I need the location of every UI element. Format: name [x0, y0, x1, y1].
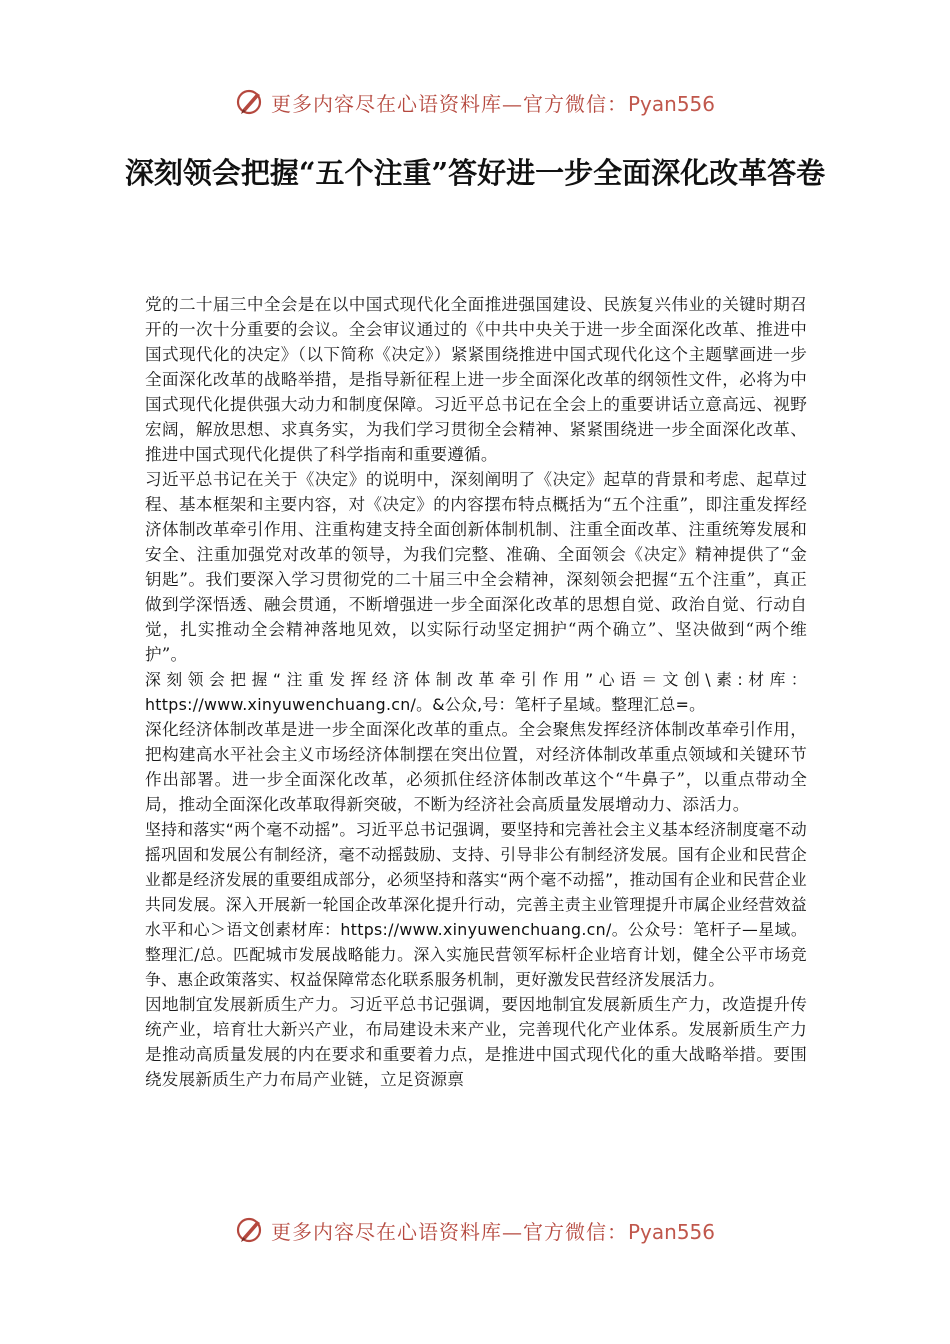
section-heading-economic-reform: 深刻领会把握“注重发挥经济体制改革牵引作用”心语＝文创\素:材库：https://www.xinyuwenchuang.cn/。&公众,号：笔杆子星域。整理汇总=。: [145, 670, 807, 714]
document-body: [145, 292, 807, 1092]
pen-logo-icon: [235, 1215, 265, 1245]
header-banner: [0, 82, 950, 122]
paragraph-new-productivity: 因地制宜发展新质生产力。习近平总书记强调，要因地制宜发展新质生产力，改造提升传统产业，培育壮大新兴产业，布局建设未来产业，完善现代化产业体系。发展新质生产力是推动高质量发展的内在要求和重要着力点，是推进中国式现代化的重大战略举措。要围绕发展新质生产力布局产业链，立足资源禀: [145, 995, 807, 1089]
document-title: 深刻领会把握“五个注重”答好进一步全面深化改革答卷: [124, 156, 826, 190]
paragraph-economic-reform: 深化经济体制改革是进一步全面深化改革的重点。全会聚焦发挥经济体制改革牵引作用，把构建高水平社会主义市场经济体制摆在突出位置，对经济体制改革重点领域和关键环节作出部署。进一步全面深化改革，必须抓住经济体制改革这个“牛鼻子”，以重点带动全局，推动全面深化改革取得新突破，不断为经济社会高质量发展增动力、添活力。: [145, 720, 807, 814]
banner-text: 更多内容尽在心语资料库—官方微信：Pyan556: [270, 91, 715, 116]
footer-banner: [0, 1210, 950, 1250]
pen-logo-icon: [235, 87, 265, 117]
banner-text: 更多内容尽在心语资料库—官方微信：Pyan556: [270, 1219, 715, 1244]
paragraph-five-focuses: 习近平总书记在关于《决定》的说明中，深刻阐明了《决定》起草的背景和考虑、起草过程、基本框架和主要内容，对《决定》的内容摆布特点概括为“五个注重”，即注重发挥经济体制改革牵引作用、注重构建支持全面创新体制机制、注重全面改革、注重统筹发展和安全、注重加强党对改革的领导，为我们完整、准确、全面领会《决定》精神提供了“金钥匙”。我们要深入学习贯彻党的二十届三中全会精神，深刻领会把握“五个注重”，真正做到学深悟透、融会贯通，不断增强进一步全面深化改革的思想自觉、政治自觉、行动自觉，扎实推动全会精神落地见效，以实际行动坚定拥护“两个确立”、坚决做到“两个维护”。: [145, 470, 807, 664]
paragraph-intro: 党的二十届三中全会是在以中国式现代化全面推进强国建设、民族复兴伟业的关键时期召开的一次十分重要的会议。全会审议通过的《中共中央关于进一步全面深化改革、推进中国式现代化的决定》（以下简称《决定》）紧紧围绕推进中国式现代化这个主题擘画进一步全面深化改革的战略举措，是指导新征程上进一步全面深化改革的纲领性文件，必将为中国式现代化提供强大动力和制度保障。习近平总书记在全会上的重要讲话立意高远、视野宏阔，解放思想、求真务实，为我们学习贯彻全会精神、紧紧围绕进一步全面深化改革、推进中国式现代化提供了科学指南和重要遵循。: [145, 295, 807, 464]
wechat-id: Pyan556: [627, 91, 715, 116]
wechat-id: Pyan556: [627, 1219, 715, 1244]
paragraph-two-unwavering: 坚持和落实“两个毫不动摇”。习近平总书记强调，要坚持和完善社会主义基本经济制度毫不动摇巩固和发展公有制经济，毫不动摇鼓励、支持、引导非公有制经济发展。国有企业和民营企业都是经济发展的重要组成部分，必须坚持和落实“两个毫不动摇”，推动国有企业和民营企业共同发展。深入开展新一轮国企改革深化提升行动，完善主责主业管理提升市属企业经营效益水平和心＞语文创素材库：https://www.xinyuwenchuang.cn/。公众号：笔杆子—星域。整理汇/总。匹配城市发展战略能力。深入实施民营领军标杆企业培育计划，健全公平市场竞争、惠企政策落实、权益保障常态化联系服务机制，更好激发民营经济发展活力。: [145, 820, 807, 989]
